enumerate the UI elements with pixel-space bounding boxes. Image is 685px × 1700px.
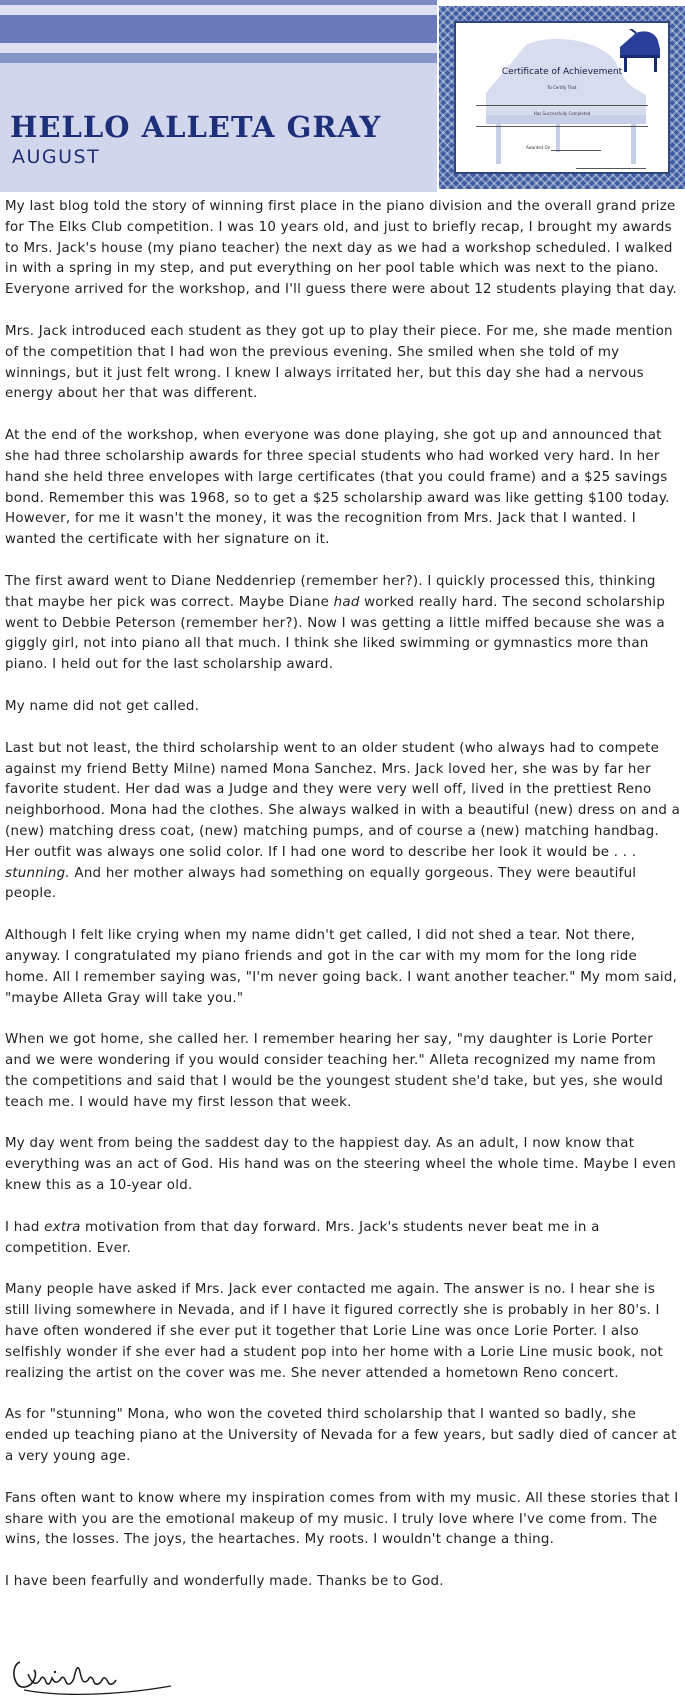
page-title: HELLO ALLETA GRAY xyxy=(10,110,382,144)
emphasized-text: extra xyxy=(44,1219,81,1235)
paragraph xyxy=(5,1405,683,1467)
paragraph xyxy=(5,1489,683,1551)
paragraph xyxy=(5,322,683,405)
header-stripe xyxy=(0,15,437,43)
paragraph xyxy=(5,426,683,551)
paragraph xyxy=(5,1134,683,1196)
page-subtitle-month: AUGUST xyxy=(12,146,101,168)
paragraph-text: My last blog told the story of winning first place in the piano division and the overall grand prize for The Elks Club competition. I was 10 years old, and just to briefly recap, I brought my awards to Mrs. Jack's house (my piano teacher) the next day as we had a workshop scheduled. I walked in with a spring in my step, and put everything on her pool table which was next to the piano. Everyone arrived for the workshop, and I'll guess there were about 12 students playing that day. xyxy=(5,199,677,298)
paragraph-text: And her mother always had something on equally gorgeous. They were beautiful people. xyxy=(5,865,637,902)
certificate-line-3: Awarded On xyxy=(526,145,551,150)
paragraph xyxy=(5,197,683,301)
paragraph xyxy=(5,1280,683,1384)
paragraph-text: My day went from being the saddest day to the happiest day. As an adult, I now know that everything was an act of God. His hand was on the steering wheel the whole time. Maybe I even knew this as a 10-year old. xyxy=(5,1136,677,1194)
blog-post-body xyxy=(5,197,683,1614)
paragraph xyxy=(5,1218,683,1260)
certificate-rule xyxy=(476,126,648,127)
paragraph xyxy=(5,697,683,718)
paragraph-text: Although I felt like crying when my name didn't get called, I did not shed a tear. Not there, anyway. I congratulated my piano friends and got in the car with my mom for the long ride home. All I remember saying was, "I'm never going back. I want another teacher." My mom said, "maybe Alleta Gray will take you." xyxy=(5,928,678,1006)
paragraph-text: When we got home, she called her. I remember hearing her say, "my daughter is Lorie Porter and we were wondering if you would consider teaching her." Alleta recognized my name from the competitions and said that I would be the youngest student she'd take, but yes, she would teach me. I would have my first lesson that week. xyxy=(5,1032,664,1110)
paragraph-text: worked really hard. The second scholarship went to Debbie Peterson (remember her?). Now I was getting a little miffed because she was a giggly girl, not into piano all that much. I think she liked swimming or gymnastics more than piano. I held out for the last scholarship award. xyxy=(5,594,666,673)
paragraph xyxy=(5,572,683,676)
paragraph xyxy=(5,1030,683,1113)
paragraph-text: The first award went to Diane Neddenriep (remember her?). I quickly processed this, thinking that maybe her pick was correct. Maybe Diane xyxy=(5,573,656,610)
paragraph-text: My name did not get called. xyxy=(5,698,200,714)
paragraph-text: I have been fearfully and wonderfully made. Thanks be to God. xyxy=(5,1574,444,1590)
certificate-title: Certificate of Achievement xyxy=(501,67,623,77)
paragraph-text: motivation from that day forward. Mrs. Jack's students never beat me in a competition. Ever. xyxy=(5,1219,600,1256)
paragraph-text: Last but not least, the third scholarship went to an older student (who always had to compete against my friend Betty Milne) named Mona Sanchez. Mrs. Jack loved her, she was by far her favorite student. Her dad was a Judge and they were very well off, lived in the prettiest Reno neighborhood. Mona had the clothes. She always walked in with a beautiful (new) dress on and a (new) matching dress coat, (new) matching pumps, and of course a (new) matching handbag. Her outfit was always one solid color. If I had one word to describe her look it would be . . . xyxy=(5,740,681,860)
page-header xyxy=(0,0,685,192)
paragraph xyxy=(5,739,683,905)
paragraph-text: I had xyxy=(5,1219,45,1235)
header-stripe xyxy=(0,53,437,63)
certificate-rule xyxy=(476,105,648,106)
certificate-paper xyxy=(454,21,670,174)
certificate-image xyxy=(439,6,685,189)
paragraph xyxy=(5,1572,683,1593)
paragraph-text: Fans often want to know where my inspiration comes from with my music. All these stories that I share with you are the emotional makeup of my music. I truly love where I've come from. The wins, the losses. The joys, the heartaches. My roots. I wouldn't change a thing. xyxy=(5,1490,679,1548)
paragraph-text: At the end of the workshop, when everyone was done playing, she got up and announced that she had three scholarship awards for three special students who had worked very hard. In her hand she held three envelopes with large certificates (that you could frame) and a $25 savings bond. Remember this was 1968, so to get a $25 scholarship award was like getting $100 today. However, for me it wasn't the money, it was the recognition from Mrs. Jack that I wanted. I wanted the certificate with her signature on it. xyxy=(5,428,670,548)
signature-image xyxy=(6,1654,176,1696)
paragraph-text: Mrs. Jack introduced each student as they got up to play their piece. For me, she made mention of the competition that I had won the previous evening. She smiled when she told of my winnings, but it just felt wrong. I knew I always irritated her, but this day she had a nervous energy about her that was different. xyxy=(5,323,673,402)
certificate-rule xyxy=(576,168,646,169)
emphasized-text: had xyxy=(333,594,360,610)
paragraph xyxy=(5,926,683,1009)
certificate-line-1: To Certify That xyxy=(547,85,577,90)
certificate-line-2: Has Successfully Completed xyxy=(533,111,591,116)
certificate-rule xyxy=(551,150,601,151)
emphasized-text: stunning. xyxy=(5,865,70,881)
paragraph-text: As for "stunning" Mona, who won the coveted third scholarship that I wanted so badly, she ended up teaching piano at the University of Nevada for a few years, but sadly died of cancer at a very young age. xyxy=(5,1407,677,1465)
paragraph-text: Many people have asked if Mrs. Jack ever contacted me again. The answer is no. I hear she is still living somewhere in Nevada, and if I have it figured correctly she is probably in her 80's. I have often wondered if she ever put it together that Lorie Line was once Lorie Porter. I also selfishly wonder if she ever had a student pop into her home with a Lorie Line music book, not realizing the artist on the cover was me. She never attended a hometown Reno concert. xyxy=(5,1282,663,1381)
header-stripe xyxy=(0,43,437,53)
header-stripe xyxy=(0,5,437,15)
